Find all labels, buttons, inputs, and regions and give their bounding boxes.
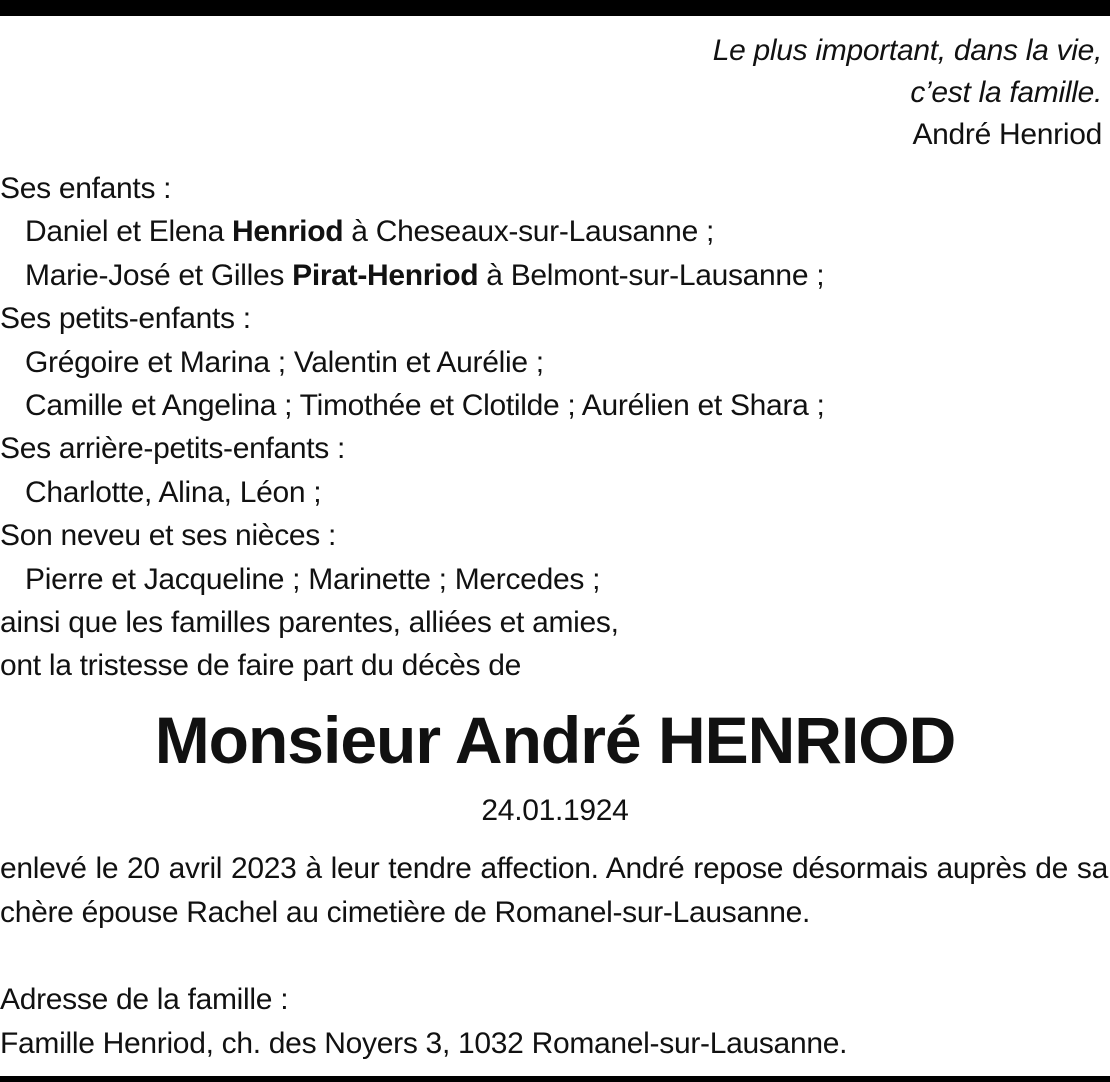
nephews-line: Pierre et Jacqueline ; Marinette ; Mercedes ; [25, 562, 601, 596]
bottom-border-rule [0, 1076, 1110, 1082]
grandchildren-line: Camille et Angelina ; Timothée et Clotilde ; Aurélien et Shara ; [25, 389, 825, 423]
announcement-text: enlevé le 20 avril 2023 à leur tendre affection. André repose désormais auprès de sa chère épouse Rachel au cimetière de Romanel-sur-Lausanne. [0, 852, 1108, 929]
address-heading: Adresse de la famille : [0, 983, 289, 1016]
grandchildren-line: Grégoire et Marina ; Valentin et Aurélie ; [25, 345, 544, 379]
nephews-heading: Son neveu et ses nièces : [0, 519, 337, 553]
great-grandchildren-heading: Ses arrière-petits-enfants : [0, 432, 346, 466]
family-address [0, 978, 847, 1066]
quote-author: André Henriod [912, 118, 1102, 151]
grandchildren-heading: Ses petits-enfants : [0, 302, 251, 336]
children-heading: Ses enfants : [0, 172, 172, 205]
child-location: à Cheseaux-sur-Lausanne ; [343, 215, 715, 249]
child-entry [0, 254, 825, 297]
epigraph-quote [713, 30, 1102, 156]
child-first-names: Daniel et Elena [25, 215, 233, 249]
child-location: à Belmont-sur-Lausanne ; [478, 258, 825, 292]
child-entry [0, 210, 825, 253]
quote-line-2: c’est la famille. [910, 76, 1102, 109]
family-list [0, 167, 825, 688]
child-surname: Henriod [232, 215, 344, 249]
deceased-name: Monsieur André HENRIOD [154, 703, 956, 777]
great-grandchildren-line: Charlotte, Alina, Léon ; [25, 475, 322, 509]
closing-line-1: ainsi que les familles parentes, alliées et amies, [0, 606, 619, 640]
address-line: Famille Henriod, ch. des Noyers 3, 1032 Romanel-sur-Lausanne. [0, 1027, 848, 1060]
birth-date: 24.01.1924 [481, 794, 629, 827]
quote-line-1: Le plus important, dans la vie, [712, 34, 1102, 67]
closing-line-2: ont la tristesse de faire part du décès de [0, 649, 522, 683]
child-first-names: Marie-José et Gilles [25, 258, 293, 292]
child-surname: Pirat-Henriod [292, 258, 479, 292]
